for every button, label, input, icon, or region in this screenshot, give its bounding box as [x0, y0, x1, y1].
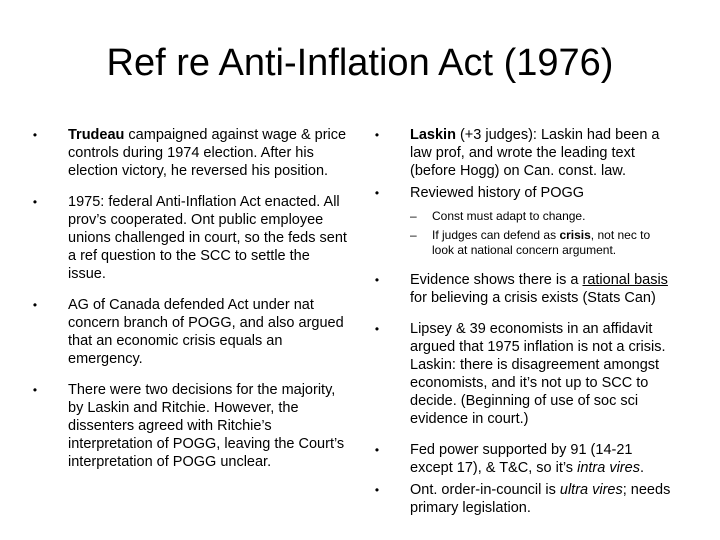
underlined-term: rational basis: [582, 272, 668, 288]
bullet-text: 1975: federal Anti-Inflation Act enacted. All prov’s cooperated. Ont public employee unions challenged in court, so the feds sent a ref question to the SCC to settle the issue.: [68, 194, 347, 282]
bullet-icon: •: [32, 383, 38, 397]
bullet-icon: •: [374, 186, 380, 200]
bullet-icon: •: [32, 298, 38, 312]
sub-list: [372, 209, 672, 258]
bullet-text: ; needs primary legislation.: [410, 482, 671, 516]
bullet-icon: •: [32, 195, 38, 209]
bullet-text: Fed power supported by 91 (14‑21 except 17), & T&C, so it’s: [410, 442, 633, 476]
bullet-icon: •: [32, 128, 38, 142]
bullet-text: Evidence shows there is a: [410, 272, 583, 288]
bullet-ont-order: [372, 481, 672, 517]
bullet-icon: •: [374, 322, 380, 336]
bullet-1975-act: [30, 193, 350, 283]
bullet-text: Reviewed history of POGG: [410, 185, 585, 201]
bullet-history-pogg: [372, 184, 672, 202]
bullet-icon: •: [374, 483, 380, 497]
bullet-icon: •: [374, 443, 380, 457]
dash-icon: –: [410, 209, 417, 223]
italic-term: ultra vires: [559, 482, 623, 498]
sub-bullet-const: [372, 209, 672, 224]
left-column: [30, 126, 350, 484]
bullet-icon: •: [374, 273, 380, 287]
bullet-text: .: [639, 460, 644, 476]
bullet-text: (+3 judges): Laskin had been a law prof, and wrote the leading text (before Hogg) on Can. const. law.: [410, 127, 660, 179]
bold-term: Laskin: [410, 127, 456, 143]
sub-bullet-crisis: [372, 228, 672, 258]
sub-text: Const must adapt to change.: [432, 209, 586, 223]
bullet-text: Ont. order-in-council is: [410, 482, 560, 498]
slide-title: Ref re Anti‑Inflation Act (1976): [106, 42, 614, 84]
bullet-laskin: [372, 126, 672, 180]
bullet-text: There were two decisions for the majority, by Laskin and Ritchie. However, the dissenters agreed with Ritchie’s interpretation of POGG, leaving the Court’s interpretation of POGG unclear.: [68, 382, 345, 470]
bullet-icon: •: [374, 128, 380, 142]
dash-icon: –: [410, 228, 417, 242]
bullet-text: for believing a crisis exists (Stats Can): [410, 290, 656, 306]
italic-term: intra vires: [577, 460, 640, 476]
bullet-text: campaigned against wage & price controls during 1974 election. After his election victory, he reversed his position.: [68, 127, 347, 179]
sub-text: , not nec to look at national concern argument.: [432, 228, 651, 257]
right-column: [372, 126, 672, 530]
bullet-evidence: [372, 271, 672, 307]
sub-text: If judges can defend as: [432, 228, 560, 242]
bullet-trudeau: [30, 126, 350, 180]
bullet-text: AG of Canada defended Act under nat concern branch of POGG, and also argued that an economic crisis equals an emergency.: [68, 297, 344, 367]
bullet-fed-power: [372, 441, 672, 477]
bold-term: Trudeau: [68, 127, 125, 143]
bullet-lipsey: [372, 320, 672, 428]
bullet-two-decisions: [30, 381, 350, 471]
bullet-text: Lipsey & 39 economists in an affidavit argued that 1975 inflation is not a crisis. Laskin: there is disagreement amongst economists, and it’s not up to SCC to decide. (Beginning of use of soc sci evidence in court.): [410, 321, 666, 427]
bold-term: crisis: [559, 228, 591, 242]
bullet-ag-canada: [30, 296, 350, 368]
